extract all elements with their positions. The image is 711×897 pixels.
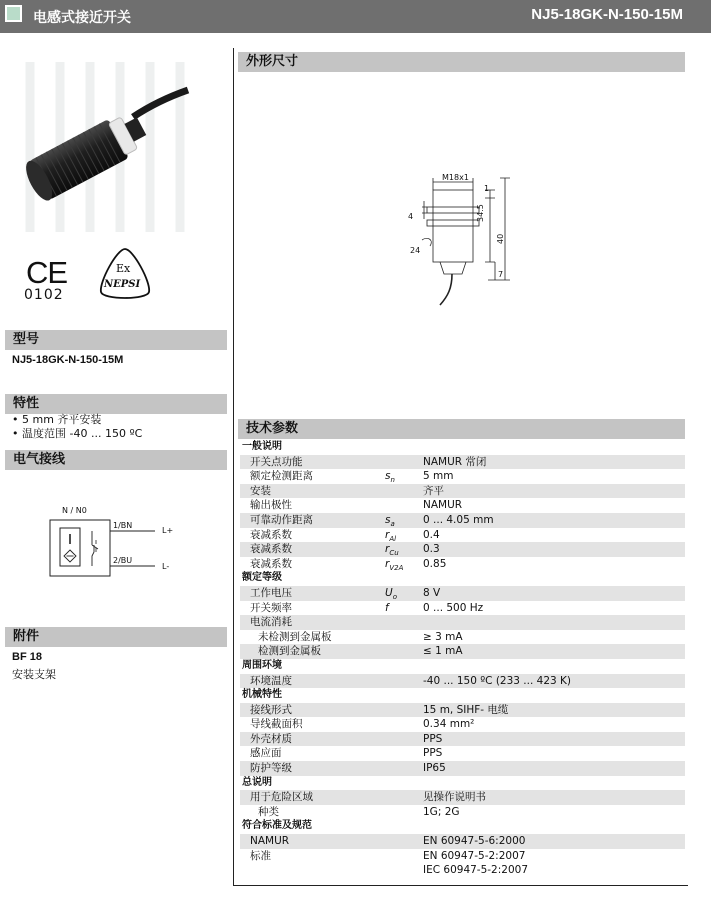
dim-thread: M18x1: [442, 173, 469, 182]
spec-value: 15 m, SIHF- 电缆: [423, 703, 509, 716]
spec-symbol: $r_{Al}$: [385, 528, 397, 543]
spec-row: [240, 469, 685, 484]
spec-group-heading: [240, 688, 685, 703]
model-heading: 型号: [5, 330, 227, 350]
spec-row: [240, 513, 685, 528]
spec-group-heading: [240, 819, 685, 834]
spec-group-heading: [240, 776, 685, 791]
header-bar: [0, 0, 711, 33]
dim-40: 40: [496, 233, 505, 244]
dim-7: 7: [498, 270, 504, 279]
spec-label: 用于危险区域: [250, 791, 313, 804]
spec-group-label: 符合标准及规范: [242, 820, 312, 832]
spec-value: 0.4: [423, 528, 440, 541]
feature-item: • 5 mm 齐平安装: [12, 413, 142, 427]
accessories-heading: 附件: [5, 627, 227, 647]
spec-label: NAMUR: [250, 835, 290, 848]
dimensions-heading: 外形尺寸: [238, 52, 685, 72]
spec-row: [240, 674, 685, 689]
header-model: NJ5-18GK-N-150-15M: [531, 6, 683, 23]
spec-row: [240, 761, 685, 776]
spec-value: 0.3: [423, 543, 440, 556]
spec-value: NAMUR 常闭: [423, 455, 487, 468]
spec-label: 标准: [250, 849, 271, 862]
spec-row: [240, 746, 685, 761]
electrical-heading: 电气接线: [5, 450, 227, 470]
spec-group-label: 周围环境: [242, 659, 282, 671]
wiring-mode-label: N / N0: [62, 506, 87, 515]
spec-label: 未检测到金属板: [258, 630, 332, 643]
spec-label: 检测到金属板: [258, 645, 321, 658]
spec-value: 见操作说明书: [423, 791, 486, 804]
spec-value: 0 ... 4.05 mm: [423, 513, 494, 526]
l-plus-label: L+: [162, 526, 174, 535]
l-minus-label: L-: [162, 562, 170, 571]
spec-label: 衰减系数: [250, 528, 292, 541]
spec-label: 可靠动作距离: [250, 513, 313, 526]
spec-row: [240, 455, 685, 470]
bottom-rule: [233, 885, 688, 886]
spec-label: 外壳材质: [250, 732, 292, 745]
spec-label: 输出极性: [250, 499, 292, 512]
accessory-name: 安装支架: [12, 668, 56, 681]
spec-row: [240, 732, 685, 747]
spec-label: 环境温度: [250, 674, 292, 687]
ce-number: 0102: [24, 287, 64, 303]
spec-row: [240, 557, 685, 572]
spec-value: EN 60947-5-2:2007 IEC 60947-5-2:2007: [423, 849, 528, 876]
spec-label: 防护等级: [250, 762, 292, 775]
spec-row: [240, 615, 685, 630]
spec-row: [240, 834, 685, 849]
spec-symbol: f: [385, 601, 389, 614]
dim-4: 4: [408, 212, 414, 221]
spec-symbol: $r_{Cu}$: [385, 543, 399, 558]
nepsi-text: NEPSI: [104, 279, 141, 290]
features-heading: 特性: [5, 394, 227, 414]
spec-label: 感应面: [250, 747, 282, 760]
spec-symbol: $s_a$: [385, 513, 395, 529]
product-image: [8, 52, 208, 242]
spec-group-label: 额定等级: [242, 572, 282, 584]
spec-value: 5 mm: [423, 470, 454, 483]
spec-label: 衰减系数: [250, 543, 292, 556]
spec-label: 接线形式: [250, 703, 292, 716]
spec-label: 安装: [250, 484, 271, 497]
spec-row: [240, 630, 685, 645]
spec-label: 种类: [258, 805, 279, 818]
spec-value: 0.34 mm²: [423, 718, 475, 731]
ce-mark: CE: [26, 255, 68, 290]
dim-34-5: 34.5: [476, 204, 485, 222]
accessory-code: BF 18: [12, 651, 42, 663]
spec-value: 1G; 2G: [423, 805, 460, 818]
spec-row: [240, 542, 685, 557]
header-square-icon: [5, 5, 22, 22]
wire-2-label: 2/BU: [113, 556, 133, 565]
spec-value: 8 V: [423, 586, 441, 599]
spec-symbol: $r_{V2A}$: [385, 557, 404, 572]
feature-item: • 温度范围 -40 ... 150 ºC: [12, 427, 142, 441]
spec-table: [240, 440, 685, 877]
spec-row: [240, 484, 685, 499]
spec-group-heading: [240, 659, 685, 674]
spec-row: [240, 805, 685, 820]
spec-row: [240, 703, 685, 718]
spec-row: [240, 790, 685, 805]
spec-value: ≥ 3 mA: [423, 630, 463, 643]
spec-group-heading: [240, 571, 685, 586]
spec-symbol: $U_o$: [385, 586, 397, 602]
specs-heading: 技术参数: [238, 419, 685, 439]
column-divider: [233, 48, 234, 886]
spec-value: PPS: [423, 732, 443, 745]
spec-value: ≤ 1 mA: [423, 645, 463, 658]
spec-label: 开关点功能: [250, 455, 303, 468]
spec-row: [240, 586, 685, 601]
spec-row: [240, 601, 685, 616]
spec-row: [240, 849, 685, 877]
spec-value: -40 ... 150 ºC (233 ... 423 K): [423, 674, 572, 687]
spec-value: IP65: [423, 762, 446, 775]
dim-24: 24: [410, 246, 421, 255]
dimension-drawing: [400, 170, 530, 315]
spec-label: 导线截面积: [250, 718, 303, 731]
spec-value: NAMUR: [423, 499, 463, 512]
spec-value: 0.85: [423, 557, 447, 570]
spec-label: 工作电压: [250, 586, 292, 599]
spec-label: 衰减系数: [250, 557, 292, 570]
spec-value: 齐平: [423, 484, 444, 497]
spec-group-label: 一般说明: [242, 441, 282, 452]
model-value: NJ5-18GK-N-150-15M: [12, 354, 124, 366]
spec-label: 开关频率: [250, 601, 292, 614]
wire-1-label: 1/BN: [113, 521, 133, 530]
spec-value: 0 ... 500 Hz: [423, 601, 484, 614]
spec-value: EN 60947-5-6:2000: [423, 835, 526, 848]
spec-group-heading: [240, 440, 685, 455]
dim-1: 1: [484, 184, 490, 193]
header-title: 电感式接近开关: [33, 10, 131, 26]
spec-row: [240, 498, 685, 513]
spec-label: 额定检测距离: [250, 470, 313, 483]
spec-group-label: 机械特性: [242, 689, 282, 701]
spec-label: 电流消耗: [250, 616, 292, 629]
ex-text: Ex: [116, 262, 131, 275]
spec-value: PPS: [423, 747, 443, 760]
spec-symbol: $s_n$: [385, 470, 395, 485]
features-list: [12, 413, 142, 441]
spec-row: [240, 528, 685, 543]
spec-row: [240, 644, 685, 659]
spec-row: [240, 717, 685, 732]
spec-group-label: 总说明: [242, 776, 272, 788]
